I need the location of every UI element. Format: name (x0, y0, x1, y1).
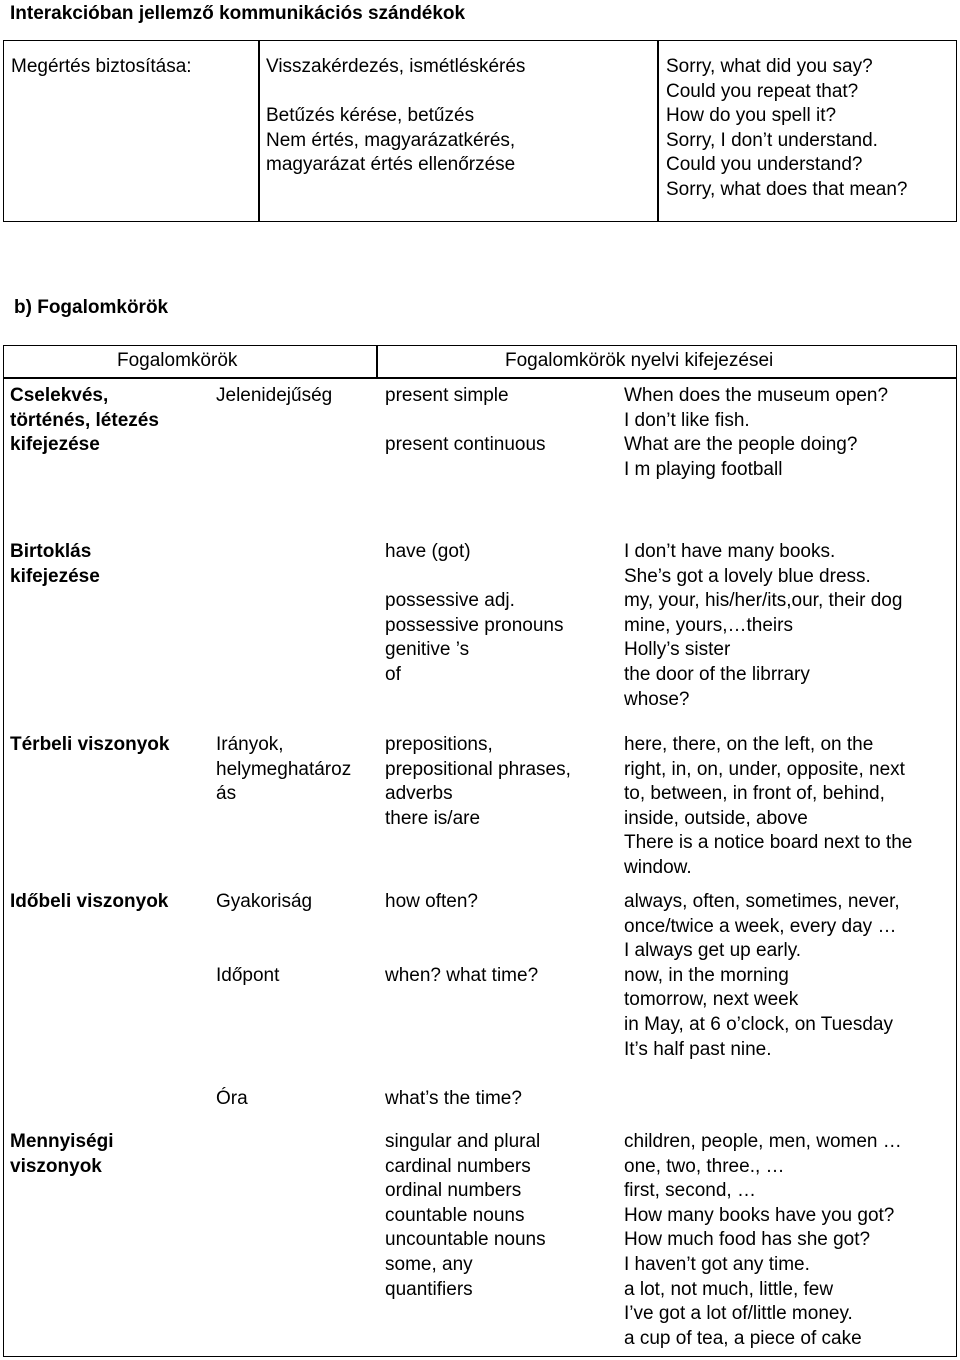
grammar-line: present simple (385, 385, 509, 406)
section-title: Interakcióban jellemző kommunikációs szándékok (10, 3, 466, 24)
example-line: a lot, not much, little, few (624, 1278, 834, 1300)
example-line: I don’t have many books. (624, 541, 836, 562)
grammar-line (385, 409, 546, 434)
example-line: I haven’t got any time. (624, 1253, 810, 1275)
grammar-line: cardinal numbers (385, 1155, 531, 1177)
grammar-line: present continuous (385, 434, 546, 456)
example-line: I always get up early. (624, 940, 802, 962)
grammar-line: when? what time? (385, 964, 539, 986)
subcategory-line: Óra (216, 1087, 248, 1109)
grammar-line: singular and plural (385, 1131, 541, 1152)
subcategory-line (216, 988, 312, 1013)
top-col3-line: Could you understand? (666, 154, 863, 176)
grammar-line: have (got) (385, 541, 471, 562)
category-line: Cselekvés, (10, 385, 109, 406)
example-line: How much food has she got? (624, 1229, 871, 1251)
row-grammar (385, 733, 571, 831)
grammar-line: some, any (385, 1253, 473, 1275)
category-line: Időbeli viszonyok (10, 891, 169, 912)
grammar-line: possessive pronouns (385, 614, 564, 636)
grammar-line: how often? (385, 891, 478, 912)
subcategory-line: Gyakoriság (216, 891, 313, 912)
category-line: viszonyok (10, 1155, 102, 1177)
example-line: my, your, his/her/its,our, their dog (624, 590, 903, 612)
example-line: What are the people doing? (624, 434, 858, 456)
example-line: first, second, … (624, 1180, 756, 1202)
row-subcategory (216, 733, 351, 807)
grammar-line (385, 1062, 538, 1087)
top-col3-line: Sorry, what did you say? (666, 56, 873, 77)
top-col3-line: Could you repeat that? (666, 80, 859, 102)
row-category (10, 540, 100, 589)
example-line: mine, yours,…theirs (624, 614, 793, 636)
example-line: window. (624, 856, 692, 878)
example-line: I’ve got a lot of/little money. (624, 1303, 853, 1325)
grammar-line: adverbs (385, 783, 453, 805)
top-table-col1: Megértés biztosítása: (11, 56, 192, 77)
row-grammar (385, 890, 538, 1111)
top-table-col3 (666, 55, 908, 203)
example-line: I don’t like fish. (624, 409, 750, 431)
example-line: right, in, on, under, opposite, next (624, 758, 905, 780)
example-line: Holly’s sister (624, 639, 731, 661)
subcategory-line (216, 915, 312, 940)
category-line: Mennyiségi (10, 1131, 114, 1152)
row-grammar (385, 540, 564, 688)
grammar-line: genitive ’s (385, 639, 470, 661)
example-line: here, there, on the left, on the (624, 734, 874, 755)
top-table-divider-1 (258, 40, 260, 222)
top-col3-line: Sorry, I don’t understand. (666, 129, 878, 151)
top-col2-line: Nem értés, magyarázatkérés, (266, 129, 516, 151)
row-category (10, 733, 169, 758)
grammar-line (385, 939, 538, 964)
row-examples (624, 890, 900, 1062)
top-table-divider-2 (657, 40, 659, 222)
subcategory-line: ás (216, 783, 237, 805)
row-category (10, 1130, 113, 1179)
subcategory-line (216, 1013, 312, 1038)
top-col2-line: Visszakérdezés, ismétléskérés (266, 56, 526, 77)
subcategory-line (216, 939, 312, 964)
category-line: kifejezése (10, 434, 100, 456)
row-grammar (385, 1130, 546, 1302)
example-line: inside, outside, above (624, 807, 808, 829)
category-line: Térbeli viszonyok (10, 734, 170, 755)
row-examples (624, 733, 912, 881)
top-col2-line (266, 80, 525, 105)
grammar-line: prepositions, (385, 734, 493, 755)
header-left: Fogalomkörök (117, 350, 238, 371)
example-line: whose? (624, 688, 690, 710)
grammar-line (385, 565, 564, 590)
grammar-line: possessive adj. (385, 590, 515, 612)
top-table-col2 (266, 55, 525, 178)
grammar-line (385, 1013, 538, 1038)
subcategory-line: Irányok, (216, 734, 284, 755)
grammar-line: there is/are (385, 807, 481, 829)
example-line: one, two, three., … (624, 1155, 785, 1177)
grammar-line: what’s the time? (385, 1087, 522, 1109)
main-table-header-line (3, 377, 957, 379)
row-category (10, 890, 168, 915)
example-line: the door of the librrary (624, 663, 810, 685)
example-line: now, in the morning (624, 964, 789, 986)
example-line: to, between, in front of, behind, (624, 783, 885, 805)
top-col2-line: magyarázat értés ellenőrzése (266, 154, 516, 176)
example-line: She’s got a lovely blue dress. (624, 565, 871, 587)
grammar-line (385, 988, 538, 1013)
example-line: When does the museum open? (624, 385, 889, 406)
example-line: in May, at 6 o’clock, on Tuesday (624, 1013, 893, 1035)
section-b-title: b) Fogalomkörök (14, 297, 169, 318)
row-examples (624, 384, 888, 482)
top-col3-line: Sorry, what does that mean? (666, 178, 908, 200)
subcategory-line: Jelenidejűség (216, 385, 333, 406)
row-subcategory (216, 384, 332, 409)
row-grammar (385, 384, 546, 458)
category-line: kifejezése (10, 565, 100, 587)
grammar-line: ordinal numbers (385, 1180, 522, 1202)
grammar-line (385, 1038, 538, 1063)
example-line: a cup of tea, a piece of cake (624, 1327, 862, 1349)
main-table-header-divider (376, 345, 378, 378)
subcategory-line: Időpont (216, 964, 280, 986)
grammar-line (385, 915, 538, 940)
category-line: Birtoklás (10, 541, 92, 562)
example-line: It’s half past nine. (624, 1038, 772, 1060)
row-category (10, 384, 159, 458)
row-examples (624, 1130, 902, 1351)
example-line: There is a notice board next to the (624, 832, 913, 854)
grammar-line: of (385, 663, 401, 685)
subcategory-line: helymeghatároz (216, 758, 352, 780)
subcategory-line (216, 1062, 312, 1087)
subcategory-line (216, 1038, 312, 1063)
row-examples (624, 540, 902, 712)
top-col2-line: Betűzés kérése, betűzés (266, 105, 475, 127)
grammar-line: uncountable nouns (385, 1229, 546, 1251)
grammar-line: countable nouns (385, 1204, 525, 1226)
example-line: children, people, men, women … (624, 1131, 902, 1152)
example-line: once/twice a week, every day … (624, 915, 897, 937)
row-subcategory (216, 890, 312, 1111)
example-line: tomorrow, next week (624, 989, 799, 1011)
top-col3-line: How do you spell it? (666, 105, 837, 127)
grammar-line: prepositional phrases, (385, 758, 571, 780)
example-line: How many books have you got? (624, 1204, 895, 1226)
example-line: I m playing football (624, 458, 783, 480)
grammar-line: quantifiers (385, 1278, 473, 1300)
header-right: Fogalomkörök nyelvi kifejezései (505, 350, 774, 371)
example-line: always, often, sometimes, never, (624, 891, 900, 912)
category-line: történés, létezés (10, 409, 159, 431)
